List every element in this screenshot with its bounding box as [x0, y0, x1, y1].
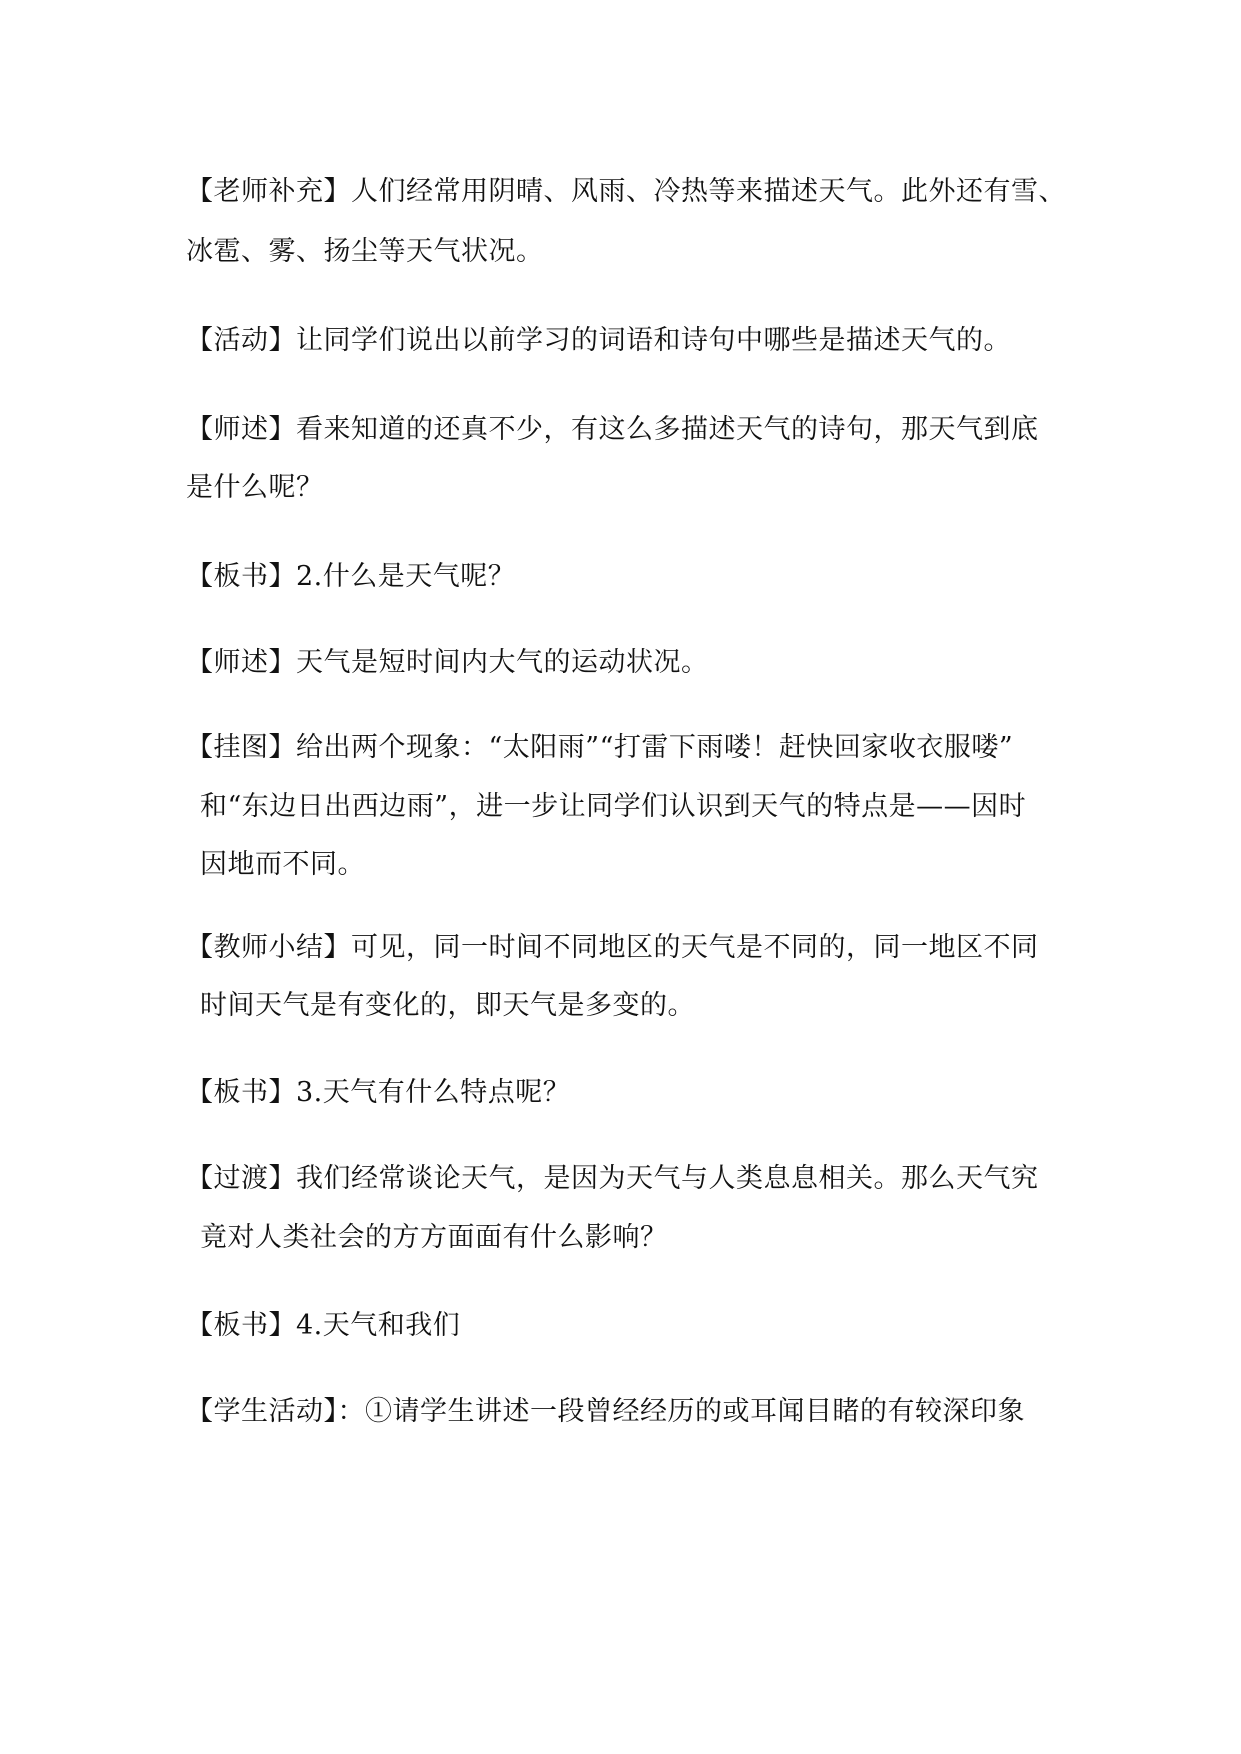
paragraph-board-3: 【板书】3.天气有什么特点呢？ — [186, 1077, 571, 1108]
paragraph-wall-chart-line-1: 【挂图】给出两个现象：“太阳雨”“打雷下雨喽！赶快回家收衣服喽” — [186, 732, 1014, 763]
paragraph-teacher-narration-weather: 【师述】天气是短时间内大气的运动状况。 — [186, 647, 709, 678]
paragraph-wall-chart-line-3: 因地而不同。 — [200, 849, 365, 880]
paragraph-wall-chart-line-2: 和“东边日出西边雨”，进一步让同学们认识到天气的特点是——因时 — [200, 791, 1027, 822]
paragraph-board-4: 【板书】4.天气和我们 — [186, 1310, 461, 1341]
paragraph-teacher-summary-line-2: 时间天气是有变化的，即天气是多变的。 — [200, 990, 695, 1021]
paragraph-teacher-supplement-line-2: 冰雹、雾、扬尘等天气状况。 — [186, 236, 544, 267]
paragraph-teacher-summary-line-1: 【教师小结】可见，同一时间不同地区的天气是不同的，同一地区不同 — [186, 932, 1039, 963]
paragraph-activity: 【活动】让同学们说出以前学习的词语和诗句中哪些是描述天气的。 — [186, 325, 1011, 356]
paragraph-transition-line-2: 竟对人类社会的方方面面有什么影响？ — [200, 1222, 668, 1253]
paragraph-teacher-supplement-line-1: 【老师补充】人们经常用阴晴、风雨、冷热等来描述天气。此外还有雪、 — [186, 176, 1066, 207]
paragraph-student-activity: 【学生活动】：①请学生讲述一段曾经经历的或耳闻目睹的有较深印象 — [186, 1396, 1025, 1427]
paragraph-board-2: 【板书】2.什么是天气呢？ — [186, 561, 516, 592]
paragraph-teacher-narration-line-2: 是什么呢？ — [186, 472, 324, 503]
paragraph-teacher-narration-line-1: 【师述】看来知道的还真不少，有这么多描述天气的诗句，那天气到底 — [186, 414, 1039, 445]
paragraph-transition-line-1: 【过渡】我们经常谈论天气，是因为天气与人类息息相关。那么天气究 — [186, 1163, 1039, 1194]
